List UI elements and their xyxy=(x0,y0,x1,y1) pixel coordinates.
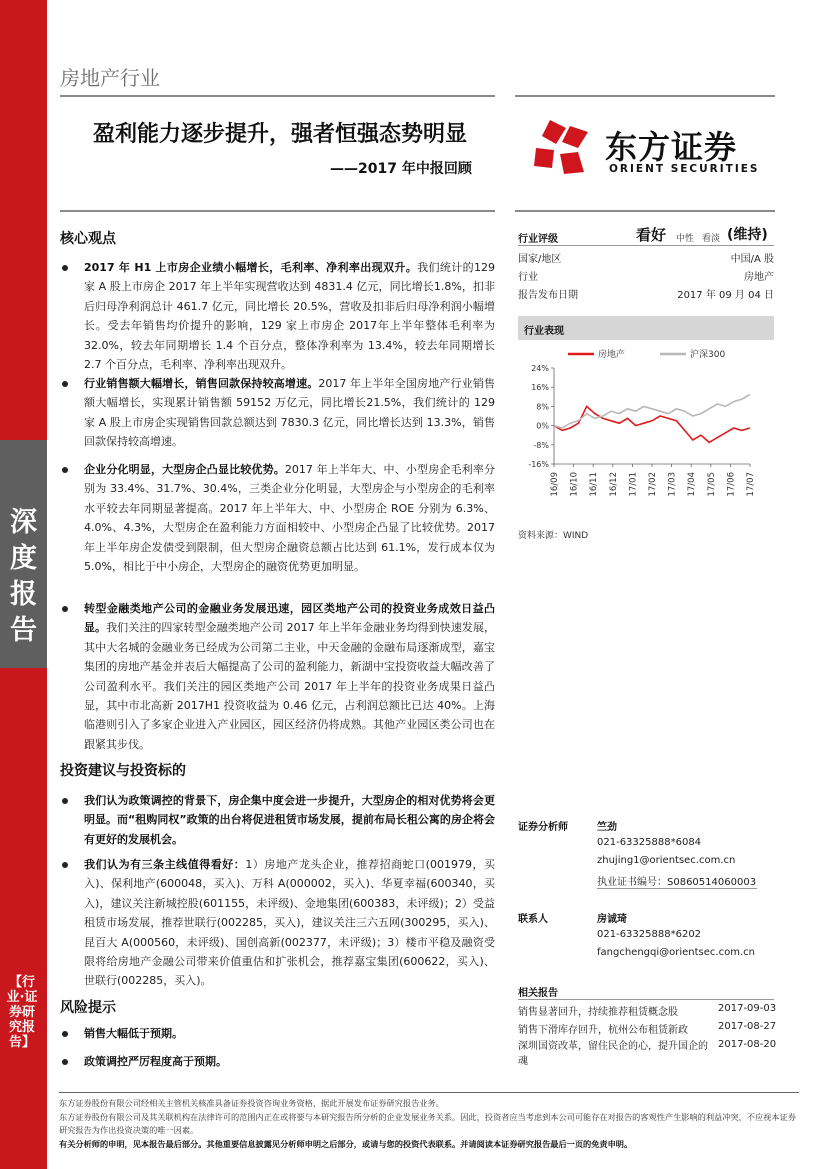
bullet-dot xyxy=(62,798,68,804)
y-tick-label: 0% xyxy=(536,421,549,431)
report-title: 盈利能力逐步提升，强者恒强态势明显 xyxy=(92,122,467,147)
core-bullet-1-lead: 2017 年 H1 上市房企业绩小幅增长，毛利率、净利率出现双升。 xyxy=(84,261,418,274)
industry-value: 房地产 xyxy=(744,272,774,283)
footer-rule xyxy=(59,1092,799,1093)
title-rule-right xyxy=(515,210,775,212)
rating-option-neutral: 中性 xyxy=(676,234,695,244)
risk-item-2: 政策调控严厉程度高于预期。 xyxy=(84,1055,227,1068)
y-tick-label: -8% xyxy=(533,440,549,450)
core-bullet-2-lead: 行业销售额大幅增长，销售回款保持较高增速。 xyxy=(84,377,319,390)
header-rule-right xyxy=(515,95,775,97)
series-line xyxy=(554,406,750,442)
logo-cn-text: 东方证券 xyxy=(605,128,738,166)
y-tick-label: -16% xyxy=(528,460,549,469)
footer-line-2: 东方证券股份有限公司及其关联机构在法律许可的范围内正在或将要与本研究报告所分析的企业发展业务关系。因此，投资者应当考虑到本公司可能存在对报告的客观性产生影响的利益冲突，不应视本证券研究报告为作出投资决策的唯一因素。 xyxy=(59,1112,796,1135)
legend-label: 房地产 xyxy=(598,350,626,360)
footer-line-1: 东方证券股份有限公司经相关主管机关核准具备证券投资咨询业务资格，据此开展发布证券研究报告业务。 xyxy=(59,1098,444,1108)
bullet-dot xyxy=(62,862,68,868)
related-item-title[interactable]: 销售显著回升，持续推荐租赁概念股 xyxy=(518,1007,678,1018)
risk-heading: 风险提示 xyxy=(60,1000,116,1016)
contact-name: 房诚琦 xyxy=(597,914,627,925)
x-tick-label: 17/05 xyxy=(706,472,717,497)
bullet-dot xyxy=(62,1059,68,1065)
analyst-license: 执业证书编号：S0860514060003 xyxy=(597,877,757,888)
chart-source: 资料来源：WIND xyxy=(518,531,589,541)
related-item-date: 2017-09-03 xyxy=(718,1003,777,1014)
logo-en-text: ORIENT SECURITIES xyxy=(609,163,760,175)
x-tick-label: 17/04 xyxy=(687,472,698,497)
rating-divider xyxy=(518,245,774,246)
invest-bullet-1-lead: 我们认为政策调控的背景下，房企集中度会进一步提升，大型房企的相对优势将会更明显。而“租购同权”政策的出台将促进租赁市场发展，提前布局长租公寓的房企将会有更好的发展机会。 xyxy=(84,794,495,846)
bullet-dot xyxy=(62,265,68,271)
logo-mark-icon xyxy=(530,118,600,178)
x-tick-label: 17/06 xyxy=(726,472,737,497)
rating-value: 看好 xyxy=(636,226,667,244)
x-tick-label: 17/01 xyxy=(628,472,639,497)
related-divider xyxy=(518,999,774,1000)
contact-email[interactable]: fangchengqi@orientsec.com.cn xyxy=(597,947,755,958)
y-tick-label: 24% xyxy=(531,364,549,373)
core-bullet-4-text: 我们关注的四家转型金融类地产公司 2017 年上半年金融业务均得到快速发展，其中大名城的金融业务已经成为公司第二主业，中天金融的金融布局逐渐成型，嘉宝集团的房地产基金并表后大幅提高了公司的盈利能力，新湖中宝投资收益大幅改善了公司盈利水平。我们关注的园区类地产公司 2017 年上半年的投资业务成果日益凸显，其中市北高新 2017H1 投资收益为 0.46 亿元，占利润总额比已达 40%。上海临港则引入了多家企业进入产业园区，园区经济仍将成熟。其他产业园区类公司也在跟紧其步伐。 xyxy=(84,621,495,751)
bullet-dot xyxy=(62,381,68,387)
core-views-heading: 核心观点 xyxy=(60,231,116,247)
footer-line-3: 有关分析师的申明，见本报告最后部分。其他重要信息披露见分析师申明之后部分，或请与您的投资代表联系。并请阅读本证券研究报告最后一页的免责申明。 xyxy=(59,1139,633,1149)
core-bullet-4-lead: 转型金融类地产公司的金融业务发展迅速，园区类地产公司的投资业务成效日益凸显。 xyxy=(84,602,495,635)
industry-label: 行业 xyxy=(518,272,538,283)
report-category-label: 【行业·证券研究报告】 xyxy=(6,975,38,1050)
analyst-email[interactable]: zhujing1@orientsec.com.cn xyxy=(597,855,736,866)
title-rule-left xyxy=(60,210,495,212)
invest-bullet-1 xyxy=(84,791,495,849)
x-tick-label: 16/11 xyxy=(589,472,600,497)
bullet-dot xyxy=(62,606,68,612)
invest-bullet-2-lead: 我们认为有三条主线值得看好： xyxy=(84,858,246,871)
analyst-phone: 021-63325888*6084 xyxy=(597,837,702,848)
company-logo xyxy=(530,118,765,178)
region-label: 国家/地区 xyxy=(518,254,562,265)
header-rule-left xyxy=(60,95,495,97)
core-bullet-2-text: 2017 年上半年全国房地产行业销售额大幅增长，实现累计销售额 59152 万亿元，同比增长21.5%，我们统计的 129 家 A 股上市房企实现销售回款总额达到 7830.3 亿元，同比增长达到 13.3%，销售回款保持较高增速。 xyxy=(84,377,495,449)
core-bullet-3-lead: 企业分化明显，大型房企凸显比较优势。 xyxy=(84,463,285,476)
report-type-label: 深度报告 xyxy=(10,507,37,646)
core-bullet-2 xyxy=(84,374,495,452)
sector-title: 房地产行业 xyxy=(60,66,160,90)
x-tick-label: 17/02 xyxy=(648,472,658,497)
rating-option-bearish: 看淡 xyxy=(702,234,721,244)
analyst-role: 证券分析师 xyxy=(518,822,568,833)
date-label: 报告发布日期 xyxy=(518,290,578,301)
core-bullet-3-text: 2017 年上半年大、中、小型房企毛利率分别为 33.4%、31.7%、30.4%，三类企业分化明显，大型房企与小型房企的毛利率水平较去年同期显著提高。2017 年上半年大、中、小型房企 ROE 分别为 6.3%、4.0%、4.3%，大型房企在盈利能力方面相较中、小型房企凸显了比较优势。2017 年上半年房企发债受到限制，但大型房企融资总额占比达到 61.1%，发行成本仅为 5.0%，相比于中小房企，大型房企的融资优势更加明显。 xyxy=(84,463,495,574)
x-tick-label: 16/12 xyxy=(608,472,619,497)
rating-label: 行业评级 xyxy=(518,234,558,245)
analyst-name: 竺劲 xyxy=(597,822,617,833)
core-bullet-1-text: 我们统计的129 家 A 股上市房企 2017 年上半年实现营收达到 4831.4 亿元，同比增长1.8%，扣非后归母净利润总计 461.7 亿元，同比增长 20.5%，营收及扣非后归母净利润小幅增长。受去年销售均价提升的影响，129 家上市房企 2017年上半年整体毛利率为 32.0%，较去年同期增长 1.4 个百分点，整体净利率为 13.4%，较去年同期增长 2.7 个百分点，毛利率、净利率出现双升。 xyxy=(84,261,496,372)
core-bullet-4 xyxy=(84,599,495,754)
related-item-title[interactable]: 销售下滑库存回升，杭州公布租赁新政 xyxy=(518,1025,688,1036)
y-tick-label: 8% xyxy=(536,402,549,412)
rating-maintain: (维持) xyxy=(727,227,768,243)
x-tick-label: 17/07 xyxy=(746,472,756,497)
related-item-date: 2017-08-27 xyxy=(718,1021,777,1032)
risk-item-1: 销售大幅低于预期。 xyxy=(84,1027,183,1040)
industry-performance-chart xyxy=(518,342,774,512)
region-value: 中国/A 股 xyxy=(730,254,774,265)
y-tick-label: 16% xyxy=(531,383,549,393)
x-tick-label: 17/03 xyxy=(667,472,678,497)
contact-phone: 021-63325888*6202 xyxy=(597,929,702,940)
report-subtitle: ——2017 年中报回顾 xyxy=(330,161,472,177)
x-tick-label: 16/10 xyxy=(569,472,580,497)
chart-title: 行业表现 xyxy=(524,326,564,337)
x-tick-label: 16/09 xyxy=(550,472,560,497)
analyst-divider xyxy=(597,888,757,889)
related-item-title[interactable]: 深圳国资改革，留住民企的心，提升国企的魂 xyxy=(518,1041,708,1067)
core-bullet-3 xyxy=(84,460,495,576)
core-bullet-1 xyxy=(84,258,495,374)
contact-role: 联系人 xyxy=(518,914,548,925)
related-heading: 相关报告 xyxy=(518,988,558,999)
series-line xyxy=(554,394,750,428)
date-value: 2017 年 09 月 04 日 xyxy=(677,290,774,301)
bullet-dot xyxy=(62,1031,68,1037)
invest-heading: 投资建议与投资标的 xyxy=(60,763,186,779)
related-item-date: 2017-08-20 xyxy=(718,1039,777,1050)
bullet-dot xyxy=(62,467,68,473)
invest-bullet-2-text: 1）房地产龙头企业，推荐招商蛇口(001979，买入)、保利地产(600048，买入)、万科 A(000002，买入)、华夏幸福(600340，买入)，建议关注新城控股(601155，未评级)、金地集团(600383，未评级)；2）受益租赁市场发展，推荐世联行(002285，买入)，建议关注三六五网(300295，买入)、昆百大 A(000560，未评级)、国创高新(002377，未评级)；3）楼市平稳及融资受限将给房地产金融公司带来价值重估和扩张机会，推荐嘉宝集团(600622，买入)、世联行(002285，买入)。 xyxy=(84,858,496,988)
legend-label: 沪深300 xyxy=(690,350,726,360)
invest-bullet-2 xyxy=(84,855,495,991)
